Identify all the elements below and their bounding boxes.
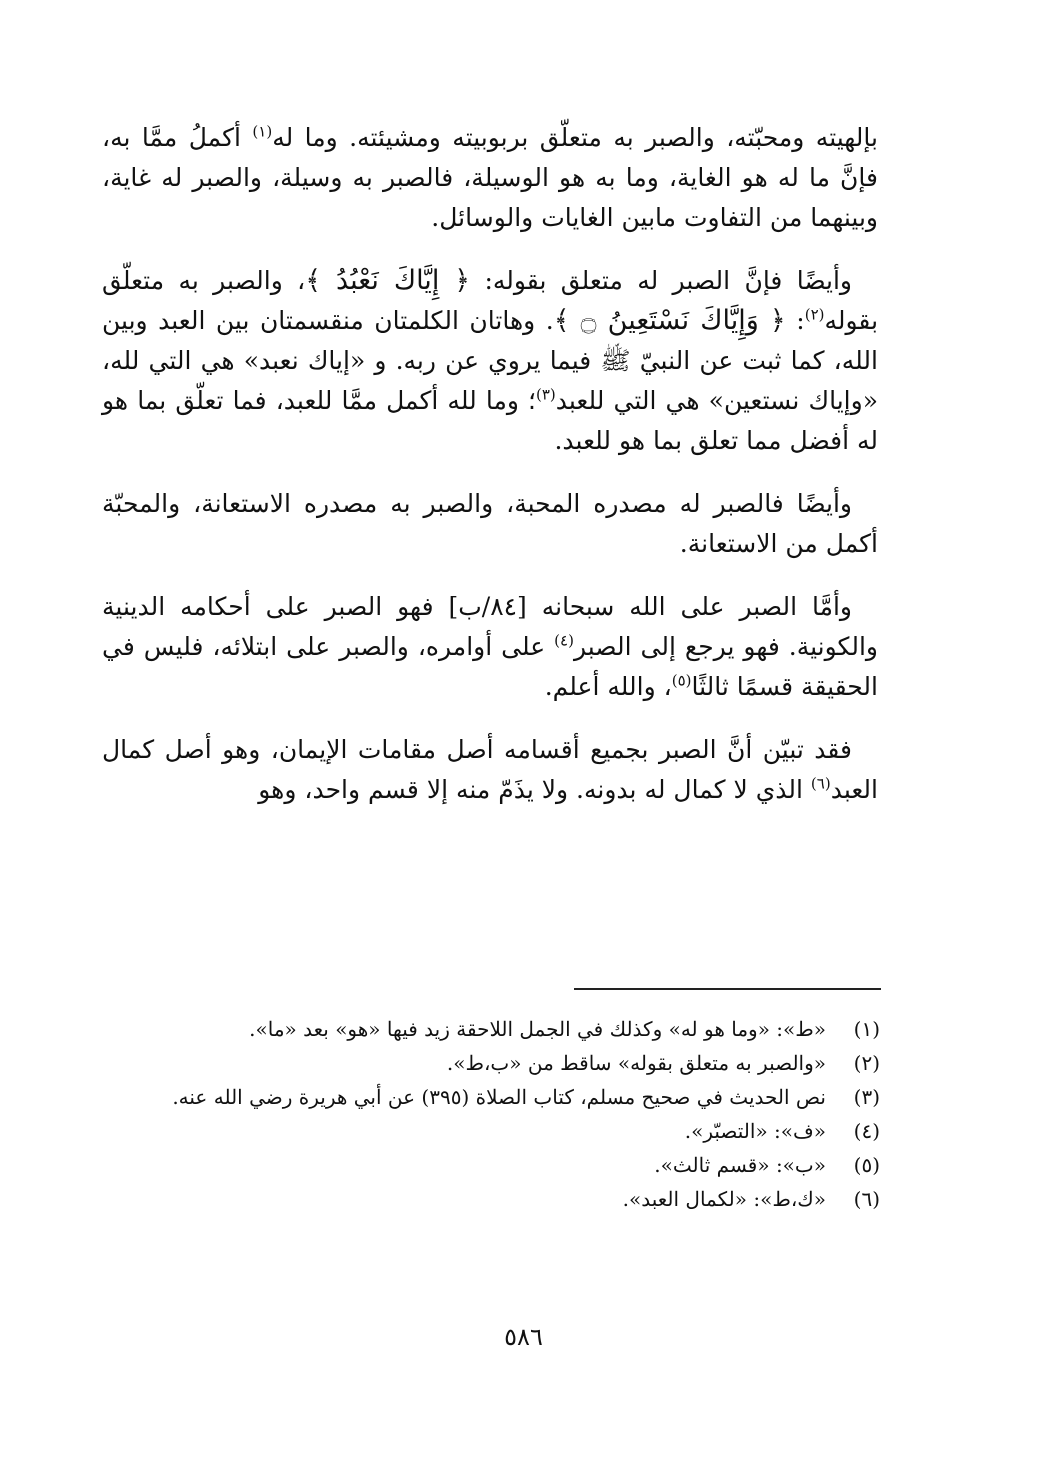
paragraph-4 — [102, 587, 878, 707]
paragraph-2-text: ؛ وما لله أكمل ممَّا للعبد، فما تعلّق بما هو له أفضل مما تعلق بما هو للعبد. — [102, 386, 878, 455]
footnote-ref-6: (٦) — [810, 774, 831, 793]
page-number: ٥٨٦ — [504, 1323, 543, 1351]
footnote-number: (١) — [853, 1017, 880, 1041]
paragraph-1-text: بإلهيته ومحبّته، والصبر به متعلّق بربوبيته ومشيئته. وما له — [272, 123, 878, 152]
footnotes — [102, 1012, 880, 1216]
footnote-text: «ك،ط»: «لكمال العبد». — [622, 1187, 826, 1211]
paragraph-3 — [102, 484, 878, 564]
footnote-ref-4: (٤) — [554, 631, 574, 650]
footnote-number: (٢) — [853, 1051, 880, 1075]
footnote-number: (٣) — [853, 1085, 880, 1109]
paragraph-1 — [102, 118, 878, 238]
footnote-number: (٥) — [853, 1153, 880, 1177]
main-text — [102, 118, 878, 833]
paragraph-5-text: فقد تبيّن أنَّ الصبر بجميع أقسامه أصل مقامات الإيمان، وهو أصل كمال العبد — [102, 735, 878, 804]
paragraph-4-text: على أوامره، والصبر على ابتلائه، فليس في الحقيقة قسمًا ثالثًا — [102, 632, 878, 701]
paragraph-4-text: ، والله أعلم. — [544, 672, 672, 701]
paragraph-4-text: وأمَّا الصبر على الله سبحانه [٨٤/ب] فهو الصبر على أحكامه الدينية والكونية. فهو يرجع إلى الصبر — [102, 592, 878, 661]
footnote-text: نص الحديث في صحيح مسلم، كتاب الصلاة (٣٩٥) عن أبي هريرة رضي الله عنه. — [172, 1085, 826, 1109]
quran-verse-naabud: ﴿ إِيَّاكَ نَعْبُدُ ﴾ — [305, 265, 471, 296]
paragraph-2-text: ، والصبر به متعلّق بقوله — [102, 266, 879, 335]
footnote-text: «ب»: «قسم ثالث». — [654, 1153, 826, 1177]
footnote-ref-5: (٥) — [671, 671, 692, 690]
paragraph-2-text: . وهاتان الكلمتان منقسمتان بين العبد وبين الله، كما ثبت عن النبيّ ﷺ فيما يروي عن ربه. و «إياك نعبد» هي التي لله، «وإياك نستعين» هي التي للعبد — [102, 306, 878, 415]
footnote-separator — [574, 988, 881, 990]
footnote-6 — [102, 1182, 880, 1216]
paragraph-5-text: الذي لا كمال له بدونه. ولا يذَمّ منه إلا قسم واحد، وهو — [258, 775, 811, 804]
footnote-5 — [102, 1148, 880, 1182]
footnote-4 — [102, 1114, 880, 1148]
footnote-number: (٦) — [853, 1187, 880, 1211]
paragraph-2-text: : — [785, 306, 805, 335]
footnote-text: «والصبر به متعلق بقوله» ساقط من «ب،ط». — [446, 1051, 826, 1075]
footnote-number: (٤) — [853, 1119, 880, 1143]
footnote-text: «ف»: «التصبّر». — [684, 1119, 826, 1143]
paragraph-3-text: وأيضًا فالصبر له مصدره المحبة، والصبر به مصدره الاستعانة، والمحبّة أكمل من الاستعانة. — [102, 489, 878, 558]
paragraph-2-text: وأيضًا فإنَّ الصبر له متعلق بقوله: — [470, 266, 852, 295]
footnote-text: «ط»: «وما هو له» وكذلك في الجمل اللاحقة زيد فيها «هو» بعد «ما». — [249, 1017, 826, 1041]
quran-verse-nastaeen: ﴿ وَإِيَّاكَ نَسْتَعِينُ ۝ ﴾ — [553, 305, 786, 336]
footnote-1 — [102, 1012, 880, 1046]
footnote-2 — [102, 1046, 880, 1080]
paragraph-2 — [102, 261, 878, 461]
paragraph-5 — [102, 730, 878, 810]
footnote-ref-1: (١) — [252, 122, 273, 141]
footnote-3 — [102, 1080, 880, 1114]
footnote-ref-2: (٢) — [804, 305, 825, 324]
footnote-ref-3: (٣) — [535, 385, 556, 404]
paragraph-1-text: أكملُ ممَّا به، فإنَّ ما له هو الغاية، وما به هو الوسيلة، فالصبر به وسيلة، والصبر له غاية، وبينهما من التفاوت مابين الغايات والوسائل. — [102, 123, 878, 232]
